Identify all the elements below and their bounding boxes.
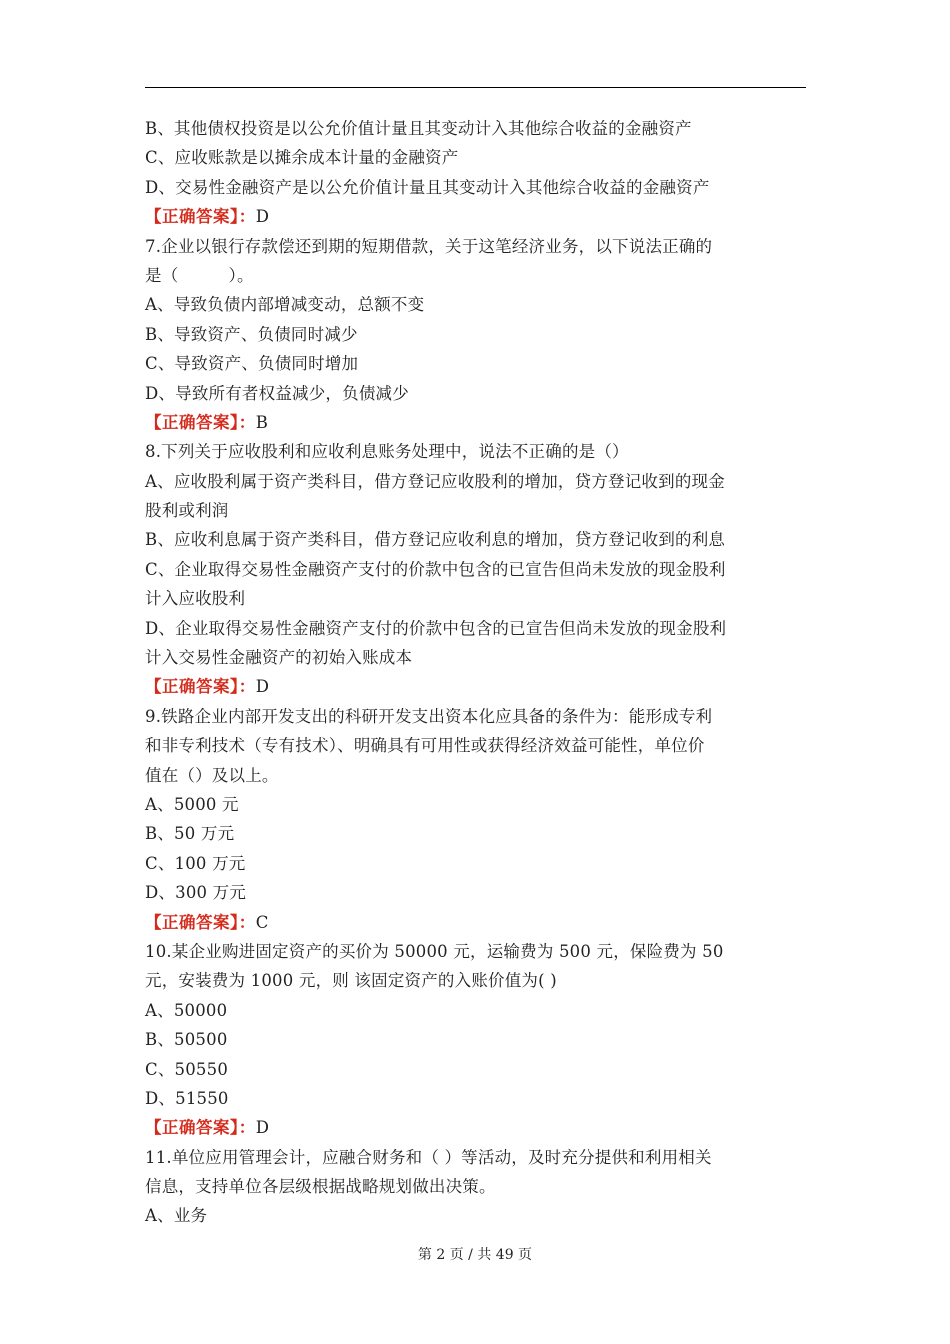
correct-answer-line [145, 1113, 810, 1142]
text-line: C、企业取得交易性金融资产支付的价款中包含的已宣告但尚未发放的现金股利 [145, 559, 726, 579]
text-line: 计入应收股利 [145, 589, 246, 609]
correct-answer-line [145, 202, 810, 231]
text-line: 计入交易性金融资产的初始入账成本 [145, 648, 413, 668]
text-line: B、50500 [145, 1030, 228, 1050]
text-line: 10.某企业购进固定资产的买价为 50000 元，运输费为 500 元，保险费为 50 [145, 941, 724, 961]
text-line: A、应收股利属于资产类科目，借方登记应收股利的增加，贷方登记收到的现金 [145, 471, 725, 491]
correct-answer-line [145, 408, 810, 437]
text-line: C、50550 [145, 1059, 229, 1079]
text-line: 信息，支持单位各层级根据战略规划做出决策。 [145, 1177, 496, 1197]
answer-label: 【正确答案】： [145, 677, 256, 697]
text-line: A、50000 [145, 1000, 228, 1020]
text-line: A、导致负债内部增减变动，总额不变 [145, 295, 425, 315]
answer-value: C [255, 912, 269, 932]
text-line: D、导致所有者权益减少，负债减少 [145, 383, 409, 403]
text-line: B、其他债权投资是以公允价值计量且其变动计入其他综合收益的金融资产 [145, 119, 692, 138]
text-line: C、100 万元 [145, 853, 246, 873]
answer-value: D [255, 1118, 270, 1138]
text-line: 股利或利润 [145, 501, 229, 521]
text-line: D、51550 [145, 1088, 229, 1108]
text-line: 11.单位应用管理会计，应融合财务和（ ）等活动，及时充分提供和利用相关 [145, 1147, 712, 1167]
text-line: 和非专利技术（专有技术）、明确具有可用性或获得经济效益可能性，单位价 [145, 736, 705, 756]
text-line: C、导致资产、负债同时增加 [145, 354, 359, 374]
text-line: 7.企业以银行存款偿还到期的短期借款，关于这笔经济业务，以下说法正确的 [145, 236, 713, 256]
text-line: D、交易性金融资产是以公允价值计量且其变动计入其他综合收益的金融资产 [145, 177, 710, 197]
answer-value: D [255, 207, 270, 227]
text-line: A、业务 [145, 1206, 208, 1226]
text-line: 值在（）及以上。 [145, 765, 279, 785]
text-line: 9.铁路企业内部开发支出的科研开发支出资本化应具备的条件为：能形成专利 [145, 706, 713, 726]
header-rule [145, 87, 806, 88]
text-line: B、导致资产、负债同时减少 [145, 324, 358, 344]
text-line: 8.下列关于应收股利和应收利息账务处理中，说法不正确的是（） [145, 442, 629, 462]
text-line: B、50 万元 [145, 824, 235, 844]
answer-value: B [255, 412, 269, 432]
text-line: D、企业取得交易性金融资产支付的价款中包含的已宣告但尚未发放的现金股利 [145, 618, 727, 638]
document-body [145, 114, 810, 1231]
answer-value: D [255, 677, 270, 697]
answer-label: 【正确答案】： [145, 207, 256, 227]
text-line: A、5000 元 [145, 794, 239, 814]
answer-label: 【正确答案】： [145, 912, 256, 932]
answer-label: 【正确答案】： [145, 1118, 256, 1138]
text-line: C、应收账款是以摊余成本计量的金融资产 [145, 148, 459, 168]
text-line: 是（ ）。 [145, 265, 254, 285]
text-line: D、300 万元 [145, 883, 247, 903]
page-footer: 第 2 页 / 共 49 页 [417, 1247, 533, 1263]
correct-answer-line [145, 908, 810, 937]
text-line: 元，安装费为 1000 元，则 该固定资产的入账价值为( ) [145, 971, 557, 991]
correct-answer-line [145, 672, 810, 701]
answer-label: 【正确答案】： [145, 412, 256, 432]
text-line: B、应收利息属于资产类科目，借方登记应收利息的增加，贷方登记收到的利息 [145, 530, 726, 550]
